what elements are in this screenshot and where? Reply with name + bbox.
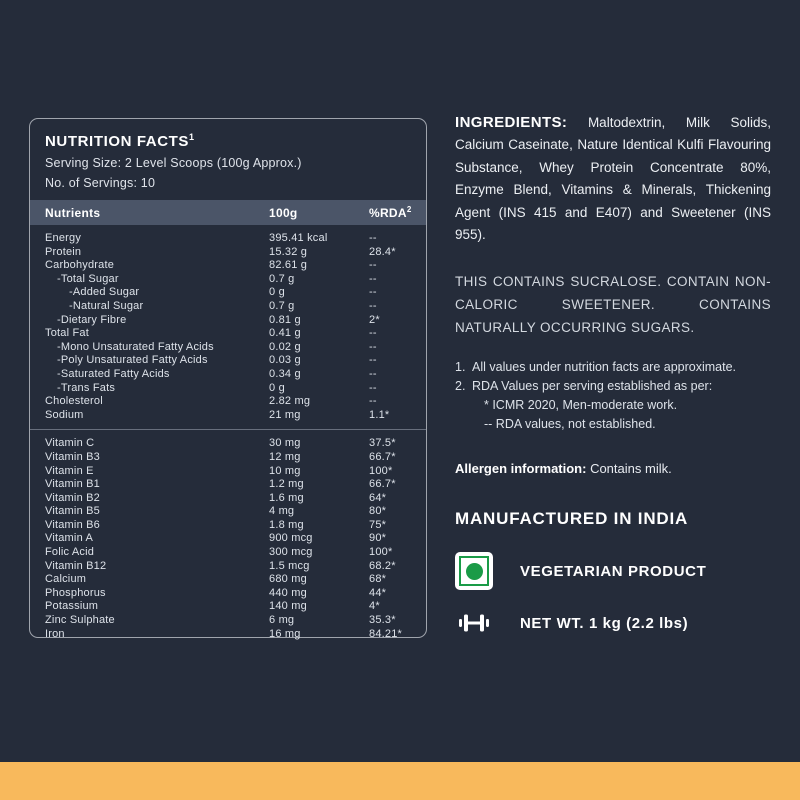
nutrient-rda: 66.7* [369,450,396,463]
nutrient-amount: 300 mcg [269,546,313,559]
table-row [30,327,426,341]
footnote-subtext: * ICMR 2020, Men-moderate work. [484,398,678,413]
nutrient-rda: 68.2* [369,559,396,572]
table-row [30,478,426,492]
info-column [455,112,771,634]
nutrient-amount: 440 mg [269,586,307,599]
vegetarian-label: VEGETARIAN PRODUCT [520,562,707,580]
nutrient-rda: -- [369,299,377,312]
nutrient-amount: 30 mg [269,437,301,450]
nutrient-rda: -- [369,354,377,367]
nutrient-rda: 68* [369,573,387,586]
table-row [30,232,426,246]
dumbbell-icon [455,612,493,634]
table-row [30,437,426,451]
nutrient-label: Carbohydrate [45,259,115,272]
nutrient-rda: -- [369,395,377,408]
nutrient-amount: 6 mg [269,614,295,627]
table-row [30,628,426,642]
header-rda: %RDA$^2$ [369,205,412,220]
footnote-text: All values under nutrition facts are approximate. [472,360,737,375]
nutrient-amount: 0.34 g [269,367,301,380]
nutrient-amount: 395.41 kcal [269,232,328,244]
nutrient-amount: 0.03 g [269,354,301,367]
allergen-info [455,461,771,476]
nutrient-amount: 0 g [269,381,285,394]
nutrient-amount: 0.81 g [269,313,301,326]
nutrient-rda: -- [369,259,377,272]
nutrient-label: -Total Sugar [57,272,119,285]
header-amount: 100g [269,205,298,220]
nutrient-amount: 1.5 mcg [269,559,310,572]
footnote-item [455,377,771,396]
table-row [30,560,426,574]
nutrient-rda: 28.4* [369,245,396,258]
nutrient-rda: 100* [369,464,393,477]
nutrient-label: -Poly Unsaturated Fatty Acids [57,354,208,367]
nutrient-amount: 1.8 mg [269,518,304,531]
nutrient-rda: -- [369,327,377,340]
table-row [30,451,426,465]
nutrient-rda: 75* [369,518,387,531]
nutrient-label: Calcium [45,573,87,586]
nutrient-label: Protein [45,245,82,258]
nutrient-amount: 680 mg [269,573,307,586]
allergen-text: Contains milk. [586,461,672,477]
nutrient-label: -Added Sugar [69,286,140,299]
nutrient-label: Vitamin C [45,437,95,450]
table-row [30,465,426,479]
nutrient-label: Folic Acid [45,546,95,559]
table-row [30,286,426,300]
ingredients-paragraph [455,112,771,246]
nutrient-rda: 90* [369,532,387,545]
nutrient-label: Total Fat [45,327,89,340]
table-row [30,492,426,506]
nutrient-amount: 2.82 mg [269,395,311,408]
nutrient-rda: -- [369,272,377,285]
nutrient-label: -Saturated Fatty Acids [57,367,170,380]
nutrient-amount: 1.6 mg [269,491,304,504]
footnote-number: 2. [455,379,466,394]
nutrient-amount: 1.2 mg [269,478,304,491]
ingredients-text: Maltodextrin, Milk Solids, Calcium Caseinate, Nature Identical Kulfi Flavouring Substance, Whey Protein Concentrate 80%, Enzyme Blend, Vitamins & Minerals, Thickening Agent (INS 415 and E407) and Sweetener (INS 955). [455,115,771,243]
nutrient-amount: 10 mg [269,464,301,477]
footnote-subtext: -- RDA values, not established. [484,417,656,432]
nutrient-label: Cholesterol [45,395,103,408]
nutrient-amount: 0.02 g [269,340,301,353]
nutrient-label: Vitamin B12 [45,559,107,572]
nutrient-rda: 66.7* [369,478,396,491]
nutrient-rda: -- [369,367,377,380]
nutrient-label: Vitamin B6 [45,518,100,531]
section-divider [30,429,426,430]
table-row [30,354,426,368]
nutrient-label: -Natural Sugar [69,299,144,312]
nutrition-facts-title: NUTRITION FACTS$^1$ [45,132,195,150]
nutrient-rda: 64* [369,491,387,504]
nutrient-label: Vitamin B2 [45,491,100,504]
nutrient-amount: 900 mcg [269,532,313,545]
table-row [30,614,426,628]
table-row [30,532,426,546]
table-row [30,587,426,601]
table-row [30,341,426,355]
ingredients-label: INGREDIENTS: [455,114,568,131]
footnote-subitem [455,396,771,415]
allergen-label: Allergen information: [455,461,587,477]
nutrient-amount: 82.61 g [269,259,308,272]
manufactured-in-india: MANUFACTURED IN INDIA [455,509,689,529]
net-weight-label: NET WT. 1 kg (2.2 lbs) [520,614,689,632]
nutrient-rda: 80* [369,505,387,518]
nutrient-amount: 0.7 g [269,272,295,285]
nutrient-amount: 15.32 g [269,245,308,258]
nutrient-rda: 44* [369,586,387,599]
table-row [30,600,426,614]
nutrient-label: -Trans Fats [57,381,116,394]
nutrient-rda: 1.1* [369,408,390,421]
table-row [30,259,426,273]
nutrient-rda: 84.21* [369,627,403,640]
header-nutrients: Nutrients [45,205,101,220]
nutrient-rda: 35.3* [369,614,396,627]
title-footnote-sup: 1 [189,132,195,142]
footnote-text: RDA Values per serving established as per: [472,379,713,394]
nutrient-label: Potassium [45,600,99,613]
nutrition-facts-card [29,118,427,638]
table-row [30,505,426,519]
footnote-subitem [455,415,771,434]
nutrient-amount: 12 mg [269,450,301,463]
table-row [30,382,426,396]
table-row [30,314,426,328]
nutrient-label: Vitamin B1 [45,478,100,491]
table-row [30,368,426,382]
veg-mark-icon [455,552,493,590]
servings-count-text: No. of Servings: 10 [45,176,156,190]
serving-size-text: Serving Size: 2 Level Scoops (100g Approx.) [45,156,302,170]
nutrient-label: Vitamin E [45,464,94,477]
nutrient-amount: 0.7 g [269,299,295,312]
nutrient-label: Energy [45,232,82,244]
rda-footnote-sup: 2 [406,205,412,214]
table-row [30,573,426,587]
table-row [30,546,426,560]
nutrient-amount: 0.41 g [269,327,301,340]
nutrient-rda: 4* [369,600,380,613]
nutrient-label: Zinc Sulphate [45,614,115,627]
nutrient-amount: 140 mg [269,600,307,613]
sweetener-claims: THIS CONTAINS SUCRALOSE. CONTAIN NON-CALORIC SWEETENER. CONTAINS NATURALLY OCCURRING SUGARS. [455,274,771,336]
footnote-item [455,358,771,377]
accent-bar [0,762,800,800]
nutrient-amount: 21 mg [269,408,301,421]
vegetarian-row [455,552,771,590]
nutrient-label: Vitamin A [45,532,94,545]
nutrient-label: Vitamin B3 [45,450,100,463]
nutrient-label: Vitamin B5 [45,505,100,518]
net-weight-row [455,612,771,634]
nutrient-label: -Dietary Fibre [57,313,127,326]
nutrient-amount: 0 g [269,286,285,299]
nutrient-rda: -- [369,286,377,299]
nutrient-rda: 100* [369,546,393,559]
nutrient-rda: -- [369,232,377,244]
nutrient-label: -Mono Unsaturated Fatty Acids [57,340,214,353]
vitamin-rows [30,437,426,641]
table-row [30,395,426,409]
nutrient-label: Sodium [45,408,84,421]
nutrient-rows [30,232,426,422]
table-row [30,409,426,423]
footnote-number: 1. [455,360,466,375]
table-row [30,300,426,314]
footnotes-list [455,358,771,434]
table-row [30,246,426,260]
nutrient-rda: 2* [369,313,380,326]
table-row [30,273,426,287]
table-header [30,200,426,225]
nutrient-label: Phosphorus [45,586,106,599]
table-row [30,519,426,533]
nutrient-amount: 4 mg [269,505,295,518]
nutrient-rda: 37.5* [369,437,396,450]
nutrient-rda: -- [369,381,377,394]
nutrient-amount: 16 mg [269,627,301,640]
nutrient-rda: -- [369,340,377,353]
nutrient-label: Iron [45,627,65,640]
